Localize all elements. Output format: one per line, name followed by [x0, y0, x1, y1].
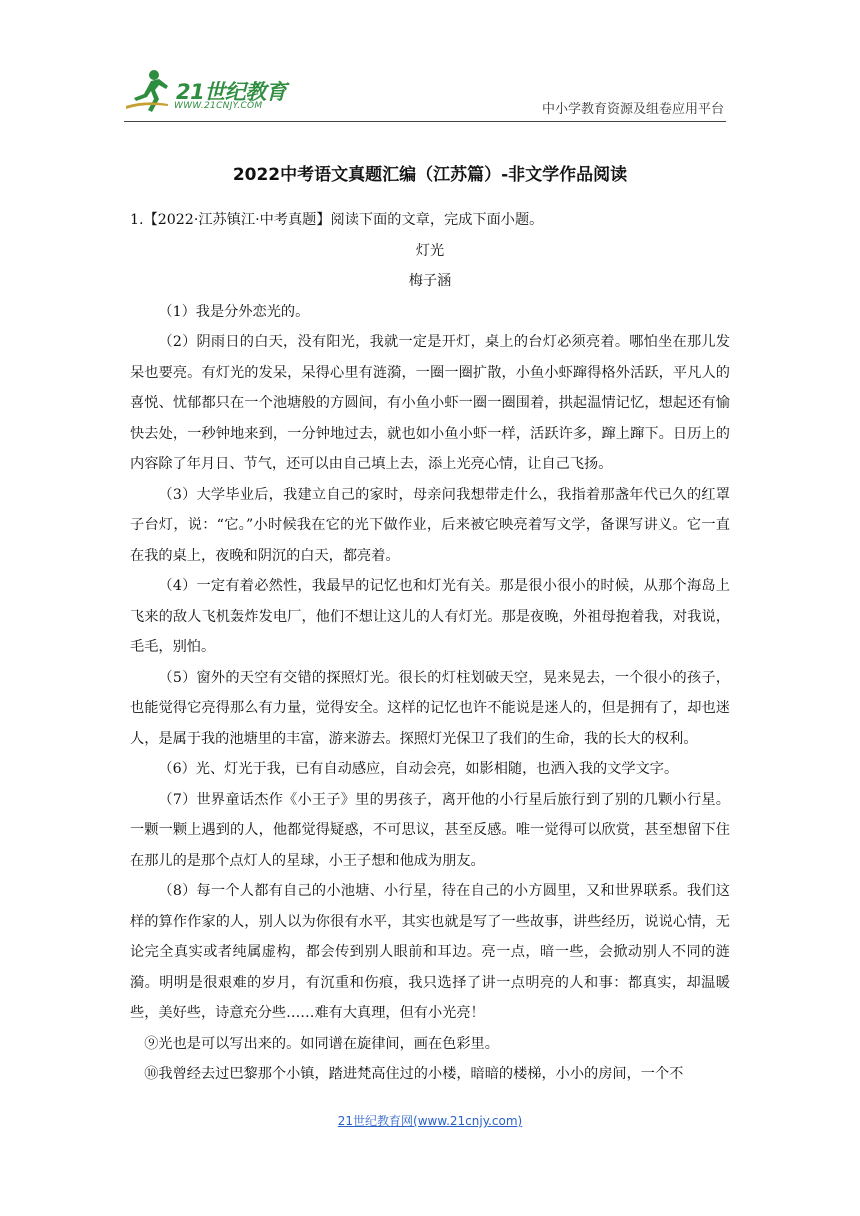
logo-wordmark: 21世纪教育	[176, 80, 287, 104]
site-logo[interactable]	[124, 66, 294, 118]
paragraph: （3）大学毕业后，我建立自己的家时，母亲问我想带走什么，我指着那盏年代已久的红罩子台灯，说：“它。”小时候我在它的光下做作业，后来被它映亮着写文学，备课写讲义。它一直在我的桌上，夜晚和阴沉的白天，都亮着。	[130, 486, 730, 564]
paragraph: （6）光、灯光于我，已有自动感应，自动会亮，如影相随，也洒入我的文学文字。	[158, 761, 679, 777]
header-divider	[124, 121, 726, 122]
paragraph: （2）阴雨日的白天，没有阳光，我就一定是开灯，桌上的台灯必须亮着。哪怕坐在那儿发呆也要亮。有灯光的发呆，呆得心里有涟漪，一圈一圈扩散，小鱼小虾蹿得格外活跃，平凡人的喜悦、忧郁都只在一个池塘般的方圆间，有小鱼小虾一圈一圈围着，拱起温情记忆，想起还有愉快去处，一秒钟地来到，一分钟地过去，就也如小鱼小虾一样，活跃许多，蹿上蹿下。日历上的内容除了年月日、节气，还可以由自己填上去，添上光亮心情，让自己飞扬。	[130, 334, 730, 472]
runner-logo-icon	[124, 66, 174, 116]
document-title: 2022中考语文真题汇编（江苏篇）-非文学作品阅读	[232, 165, 628, 185]
paragraph: ⑨光也是可以写出来的。如同谱在旋律间，画在色彩里。	[144, 1035, 499, 1052]
paragraph: （4）一定有着必然性，我最早的记忆也和灯光有关。那是很小很小的时候，从那个海岛上飞来的敌人飞机轰炸发电厂，他们不想让这儿的人有灯光。那是夜晚，外祖母抱着我，对我说，毛毛，别怕。	[130, 578, 730, 655]
footer-link[interactable]: 21世纪教育网(www.21cnjy.com)	[337, 1114, 523, 1128]
paragraph: （8）每一个人都有自己的小池塘、小行星，待在自己的小方圆里，又和世界联系。我们这样的算作作家的人，别人以为你很有水平，其实也就是写了一些故事，讲些经历，说说心情，无论完全真实或者纯属虚构，都会传到别人眼前和耳边。亮一点，暗一些，会掀动别人不同的涟漪。明明是很艰难的岁月，有沉重和伤痕，我只选择了讲一点明亮的人和事：都真实，却温暖些，美好些，诗意充分些……难有大真理，但有小光亮！	[130, 883, 730, 1021]
header-slogan: 中小学教育资源及组卷应用平台	[541, 102, 724, 117]
question-prompt: 1.【2022·江苏镇江·中考真题】阅读下面的文章，完成下面小题。	[130, 212, 544, 228]
article-author: 梅子涵	[408, 273, 452, 289]
paragraph: （7）世界童话杰作《小王子》里的男孩子，离开他的小行星后旅行到了别的几颗小行星。一颗一颗上遇到的人，他都觉得疑惑，不可思议，甚至反感。唯一觉得可以欣赏，甚至想留下住在那儿的是那个点灯人的星球，小王子想和他成为朋友。	[130, 791, 730, 869]
article-title: 灯光	[415, 242, 445, 259]
document-body	[130, 205, 730, 1090]
logo-url: WWW.21CNJY.COM	[174, 101, 263, 111]
paragraph: （1）我是分外恋光的。	[158, 303, 310, 320]
paragraph: （5）窗外的天空有交错的探照灯光。很长的灯柱划破天空，晃来晃去，一个很小的孩子，也能觉得它亮得那么有力量，觉得安全。这样的记忆也许不能说是迷人的，但是拥有了，却也迷人，是属于我的池塘里的丰富，游来游去。探照灯光保卫了我们的生命，我的长大的权利。	[130, 669, 730, 747]
paragraph: ⑩我曾经去过巴黎那个小镇，踏进梵高住过的小楼，暗暗的楼梯，小小的房间，一个不	[144, 1066, 684, 1082]
page-header	[0, 0, 860, 122]
